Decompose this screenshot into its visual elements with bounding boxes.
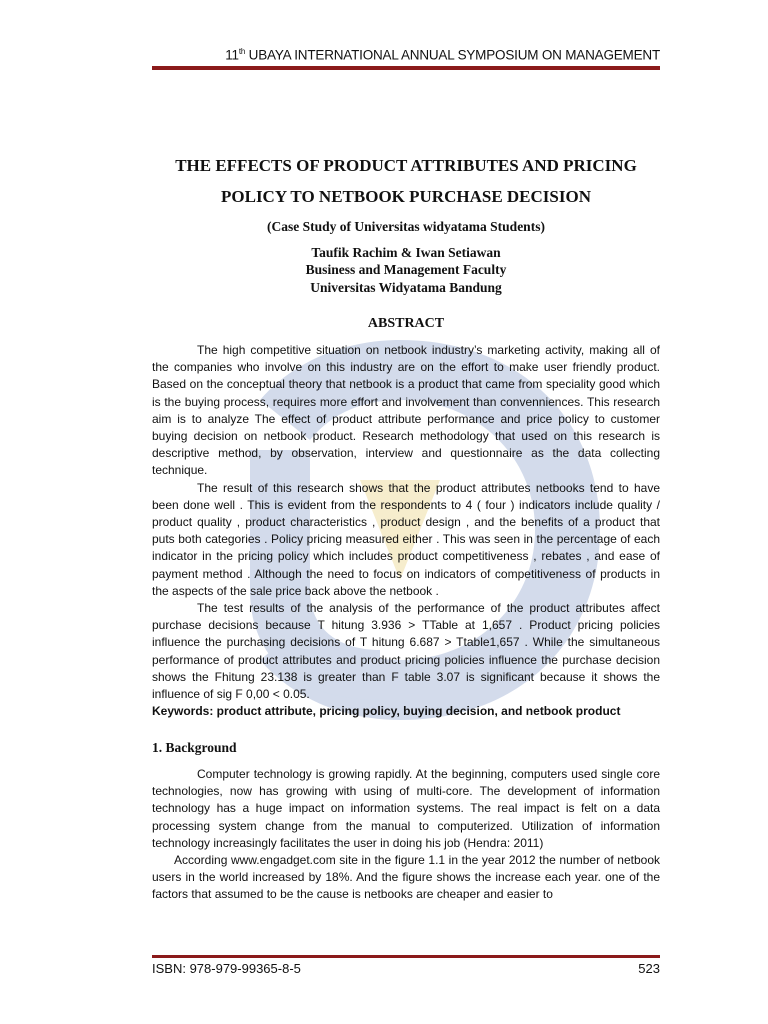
paper-subtitle: (Case Study of Universitas widyatama Students) <box>267 219 545 234</box>
background-paragraph-2: According www.engadget.com site in the figure 1.1 in the year 2012 the number of netbook users in the world increased by 18%. And the figure shows the increase each year. one of the factors that assumed to be the cause is netbooks are cheaper and easier to <box>152 853 660 902</box>
paper-university: Universitas Widyatama Bandung <box>310 280 502 295</box>
keywords: Keywords: product attribute, pricing policy, buying decision, and netbook product <box>152 704 621 719</box>
abstract-paragraph-3: The test results of the analysis of the performance of the product attributes affect purchase decisions because T hitung 3.936 > TTable at 1,657 . Product pricing policies influence the purchasing decisions of T hitung 6.687 > Ttable1,657 . While the simultaneous performance of product attributes and product pricing policies influence the purchase decision shows the Fhitung 23.138 is greater than F table 3.07 is significant because it shows the influence of sig F 0,00 < 0.05. <box>152 601 660 702</box>
abstract-paragraph-2: The result of this research shows that the product attributes netbooks tend to have been done well . This is evident from the respondents to 4 ( four ) indicators include quality / product quality , product characteristics , product design , and the benefits of a product that puts both categories . Policy pricing measured either . This was seen in the percentage of each indicator in the pricing policy which includes product competitiveness , rebates , and ease of payment method . Although the need to focus on indicators of competitiveness of products in the aspects of the sale price back above the netbook . <box>152 480 660 598</box>
background-paragraph-1: Computer technology is growing rapidly. At the beginning, computers used single core technologies, now has growing with using of multi-core. The development of information technology has a huge impact on information systems. The real impact is felt on a data processing system change from the manual to computerized. Utilization of information technology increasingly facilitates the user in doing his job (Hendra: 2011) <box>152 767 660 850</box>
background-body <box>152 766 660 904</box>
abstract-heading: ABSTRACT <box>367 316 445 331</box>
paper-title: THE EFFECTS OF PRODUCT ATTRIBUTES AND PRICING POLICY TO NETBOOK PURCHASE DECISION <box>175 156 637 206</box>
footer-rule <box>152 955 660 958</box>
paper-authors: Taufik Rachim & Iwan Setiawan <box>311 245 501 260</box>
abstract-body <box>152 342 660 720</box>
header-rule <box>152 66 660 70</box>
page-number: 523 <box>638 961 660 976</box>
section-heading-background: 1. Background <box>152 740 237 755</box>
running-header: 11th UBAYA INTERNATIONAL ANNUAL SYMPOSIUM ON MANAGEMENT <box>225 47 660 63</box>
paper-faculty: Business and Management Faculty <box>305 262 507 277</box>
abstract-paragraph-1: The high competitive situation on netbook industry’s marketing activity, making all of the companies who involve on this industry are on the effort to make user friendly product. Based on the conceptual theory that netbook is a product that came from speciality good which is the buying process, requires more effort and involvement than convenniences. This research aim is to analyze The effect of product attribute performance and price policy to customer buying decision on netbook product. Research methodology that used on this research is descriptive method, by observation, interview and questionnaire as the data collecting technique. <box>152 343 660 478</box>
footer-isbn: ISBN: 978-979-99365-8-5 <box>152 961 301 976</box>
